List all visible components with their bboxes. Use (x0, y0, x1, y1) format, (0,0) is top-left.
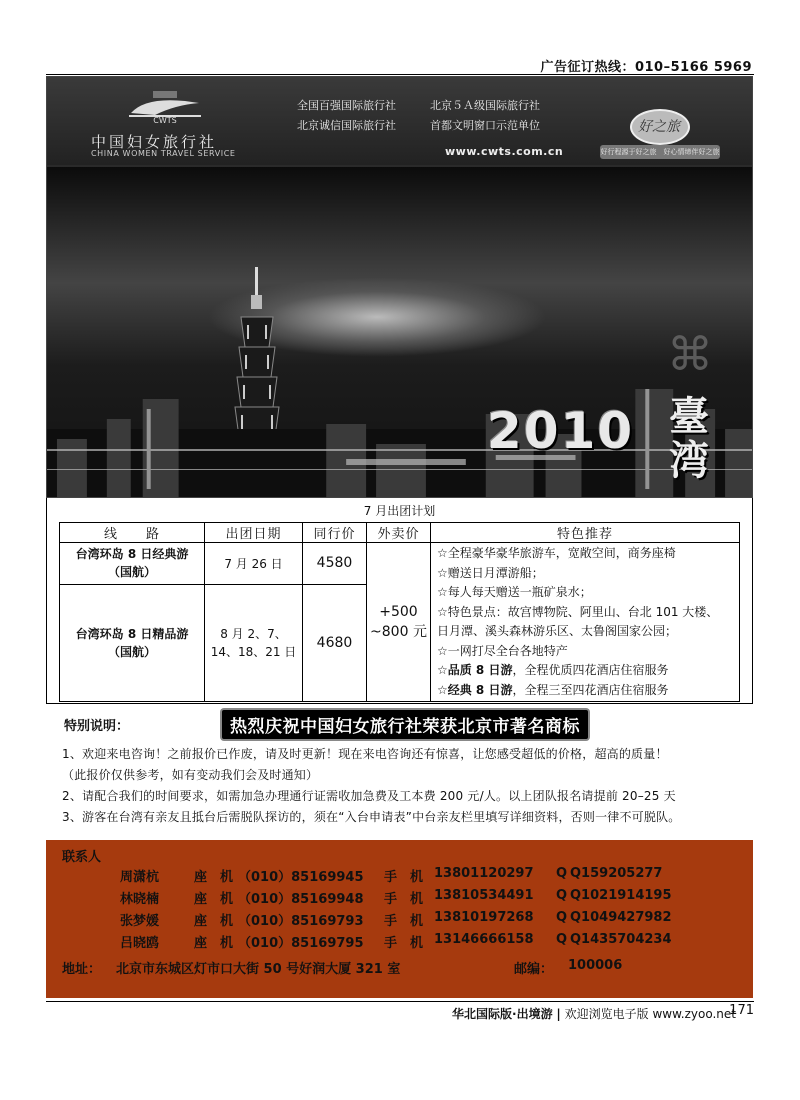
contact-phone: （010）85169945 (238, 870, 364, 885)
zip-value: 100006 (568, 958, 623, 973)
feature-item: ☆每人每天赠送一瓶矿泉水； (437, 585, 592, 599)
brand-name-en: CHINA WOMEN TRAVEL SERVICE (91, 149, 236, 158)
contact-phone: （010）85169793 (238, 914, 364, 929)
retail-price-line2: ~800 元 (370, 624, 427, 640)
note-line-3: 2、请配合我们的时间要求，如需加急办理通行证需收加急费及工本费 200 元/人。以上团队报名请提前 20–25 天 (62, 789, 676, 803)
contact-row (46, 866, 753, 886)
footer-tagline: 欢迎浏览电子版 www.zyoo.net (564, 1007, 736, 1021)
tagline-1: 全国百强国际旅行社 (297, 99, 396, 112)
brand-name-cn: 中国妇女旅行社 (91, 133, 218, 151)
contact-qq: Q159205277 (570, 866, 663, 881)
cwts-logo-icon (125, 91, 205, 125)
contact-panel (46, 840, 753, 998)
feature-item: ☆全程豪华豪华旅游车，宽敞空间，商务座椅 (437, 546, 676, 560)
note-line-4: 3、游客在台湾有亲友且抵台后需脱队探访的，须在“入台申请表”中台亲友栏里填写详细资料，否则一律不可脱队。 (62, 810, 681, 824)
feature-item: ☆经典 8 日游，全程三至四花酒店住宿服务 (437, 682, 669, 697)
tagline-2: 北京５Ａ级国际旅行社 (430, 99, 540, 112)
contact-name: 林晓楠 (120, 892, 160, 907)
contact-row (46, 888, 753, 908)
peer-price-cell: 4580 (303, 543, 367, 585)
contact-row (46, 932, 753, 952)
header-route: 线 路 (60, 523, 205, 543)
feature-item: ☆一网打尽全台各地特产 (437, 643, 568, 658)
peer-price-cell: 4680 (303, 584, 367, 701)
taipei-night-photo (47, 167, 752, 498)
qq-label: Q (556, 888, 568, 903)
contact-name: 张梦媛 (120, 914, 160, 929)
qq-label: Q (556, 866, 568, 881)
phone-label: 座 机 (194, 870, 234, 885)
contact-label: 联系人 (62, 850, 102, 865)
phone-label: 座 机 (194, 936, 234, 951)
mobile-label: 手 机 (384, 892, 424, 907)
website-url: www.cwts.com.cn (445, 145, 564, 158)
retail-price-cell (367, 543, 431, 702)
contact-qq: Q1435704234 (570, 932, 672, 947)
note-line-1: 1、欢迎来电咨询！之前报价已作废，请及时更新！现在来电咨询还有惊喜，让您感受超低的价格，超高的质量！ (62, 747, 668, 761)
celebration-banner: 热烈庆祝中国妇女旅行社荣获北京市著名商标 (222, 710, 588, 739)
phone-label: 座 机 (194, 892, 234, 907)
mobile-label: 手 机 (384, 936, 424, 951)
feature-item: ☆特色景点：故宫博物院、阿里山、台北 101 大楼、 (437, 604, 719, 619)
phone-label: 座 机 (194, 914, 234, 929)
route-cell (60, 543, 205, 585)
top-rule (46, 74, 754, 75)
mobile-label: 手 机 (384, 914, 424, 929)
contact-qq: Q1049427982 (570, 910, 672, 925)
route-airline: （国航） (107, 644, 156, 659)
footer-rule (46, 1001, 754, 1002)
feature-item: 日月潭、溪头森林游乐区、太鲁阁国家公园； (437, 624, 678, 638)
mobile-label: 手 机 (384, 870, 424, 885)
tour-plan-table (59, 522, 740, 702)
footer-edition: 华北国际版·出境游 (452, 1007, 553, 1021)
route-airline: （国航） (107, 565, 156, 580)
tagline-3: 北京诚信国际旅行社 (297, 119, 396, 132)
route-cell (60, 584, 205, 701)
route-name: 台湾环岛 8 日经典游 (75, 547, 189, 562)
badge-slogan: 好行程源于好之旅 好心情缔伴好之旅 (600, 145, 720, 159)
zip-label: 邮编： (514, 962, 554, 977)
header-features: 特色推荐 (431, 523, 740, 543)
note-line-2: （此报价仅供参考，如有变动我们会及时通知） (62, 768, 319, 782)
special-notes-label: 特别说明： (64, 719, 130, 734)
contact-name: 吕晓鸥 (120, 936, 160, 951)
hero-year: 2010 (487, 402, 635, 460)
tagline-4: 首都文明窗口示范单位 (430, 119, 540, 132)
svg-text:CWTS: CWTS (153, 116, 177, 125)
contact-phone: （010）85169948 (238, 892, 364, 907)
qq-label: Q (556, 910, 568, 925)
city-skyline-icon (47, 389, 752, 498)
header-dates: 出团日期 (205, 523, 303, 543)
ad-header (47, 77, 752, 165)
qq-label: Q (556, 932, 568, 947)
footer-separator: | (556, 1007, 561, 1021)
table-header-row (60, 523, 740, 543)
contact-name: 周潇杭 (120, 870, 160, 885)
header-peer-price: 同行价 (303, 523, 367, 543)
contact-mobile: 13810534491 (434, 888, 534, 903)
contact-mobile: 13146666158 (434, 932, 534, 947)
tour-plan-box (46, 498, 753, 704)
header-retail-price: 外卖价 (367, 523, 431, 543)
advertisement-banner (46, 76, 753, 498)
plan-title: 7 月出团计划 (363, 504, 436, 518)
contact-phone: （010）85169795 (238, 936, 364, 951)
contact-mobile: 13801120297 (434, 866, 534, 881)
hero-destination-line2: 湾 (669, 437, 709, 484)
hero-destination (669, 395, 725, 483)
contact-row (46, 910, 753, 930)
address-value: 北京市东城区灯市口大街 50 号好润大厦 321 室 (116, 962, 401, 977)
contact-qq: Q1021914195 (570, 888, 672, 903)
feature-item: ☆赠送日月潭游船； (437, 565, 544, 580)
badge-text: 好之旅 (638, 119, 680, 135)
dates-cell: 8 月 2、7、14、18、21 日 (205, 584, 303, 701)
route-name: 台湾环岛 8 日精品游 (75, 626, 189, 641)
footer-text (452, 1005, 736, 1022)
features-cell (431, 543, 740, 702)
ad-hotline: 广告征订热线：010–5166 5969 (540, 60, 752, 75)
hero-destination-line1: 臺 (669, 393, 709, 440)
table-row (60, 543, 740, 585)
page-number: 171 (729, 1003, 754, 1018)
dates-cell: 7 月 26 日 (205, 543, 303, 585)
address-label: 地址： (62, 962, 102, 977)
watermark-char-icon: ⌘ (667, 327, 713, 381)
hao-zhi-lv-badge (600, 105, 720, 163)
feature-item: ☆品质 8 日游，全程优质四花酒店住宿服务 (437, 663, 669, 677)
contact-mobile: 13810197268 (434, 910, 534, 925)
retail-price-line1: +500 (379, 604, 418, 620)
